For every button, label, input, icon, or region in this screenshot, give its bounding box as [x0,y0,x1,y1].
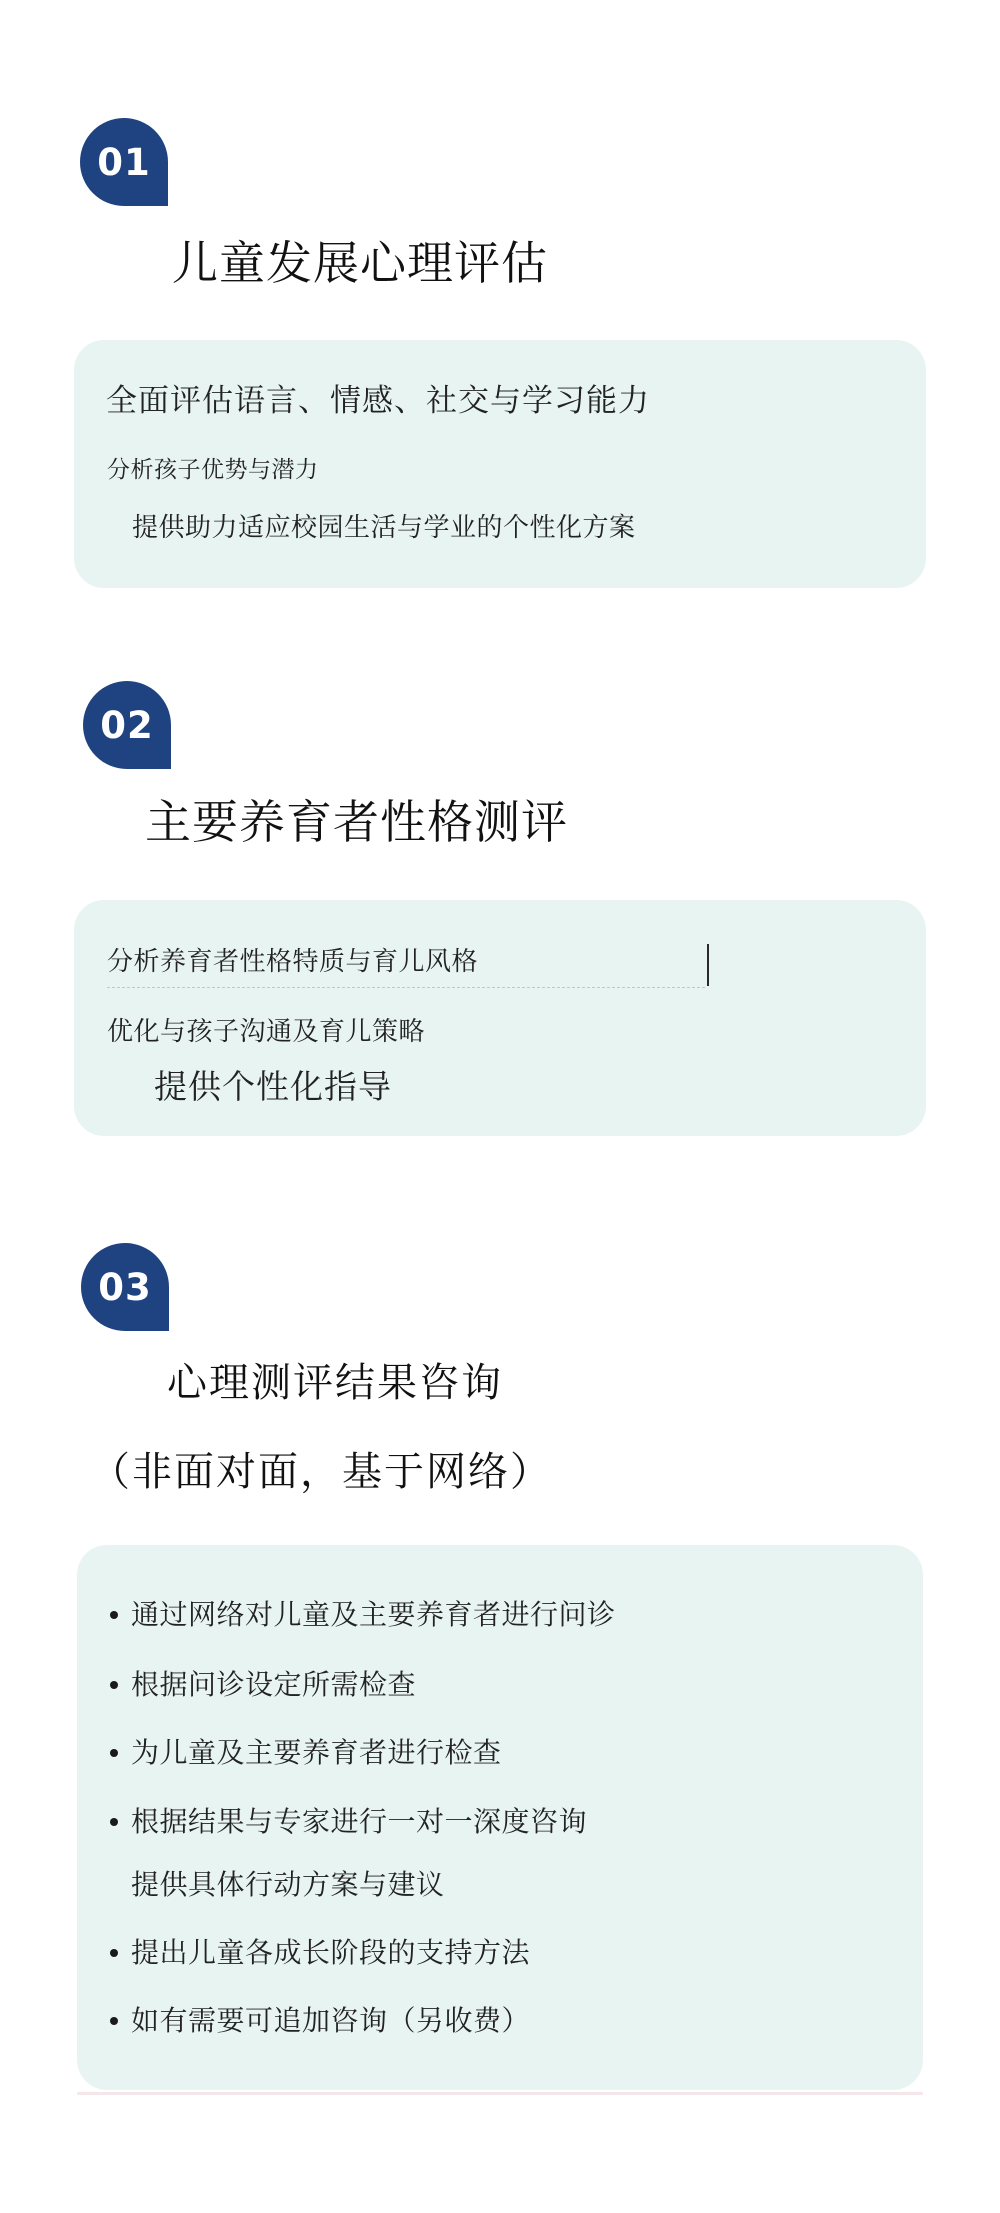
bullet-dot-icon [110,1749,118,1757]
card-line: 提供助力适应校园生活与学业的个性化方案 [132,513,636,542]
section-03-card [77,1545,923,2090]
section-03-badge-number: 03 [98,1265,152,1309]
section-01-badge [80,118,168,206]
bullet-text: 提供具体行动方案与建议 [131,1870,445,1901]
bullet-text: 为儿童及主要养育者进行检查 [131,1738,502,1769]
bullet-text: 根据结果与专家进行一对一深度咨询 [131,1807,588,1838]
card-line: 分析孩子优势与潜力 [107,457,319,482]
section-02-card [74,900,926,1136]
section-02-title: 主要养育者性格测评 [145,797,568,848]
section-01-card [74,340,926,588]
section-01-title: 儿童发展心理评估 [172,238,548,289]
section-02-badge-number: 02 [100,703,154,747]
bullet-text: 根据问诊设定所需检查 [131,1670,417,1701]
card-line: 优化与孩子沟通及育儿策略 [107,1017,426,1046]
bullet-text: 如有需要可追加咨询（另收费） [131,2006,531,2037]
divider-line [77,2092,923,2095]
section-02-badge [83,681,171,769]
card-line: 分析养育者性格特质与育儿风格 [107,947,479,976]
section-03-subtitle: （非面对面，基于网络） [90,1449,552,1494]
dotted-underline [107,987,705,988]
section-03-title: 心理测评结果咨询 [167,1360,503,1405]
bullet-text: 提出儿童各成长阶段的支持方法 [131,1938,531,1969]
section-03-badge [81,1243,169,1331]
card-line: 提供个性化指导 [154,1070,392,1106]
section-01-badge-number: 01 [97,140,151,184]
bullet-dot-icon [110,1818,118,1826]
bullet-text: 通过网络对儿童及主要养育者进行问诊 [131,1600,616,1631]
text-cursor [707,944,709,986]
bullet-dot-icon [110,2017,118,2025]
bullet-dot-icon [110,1681,118,1689]
bullet-dot-icon [110,1949,118,1957]
card-line: 全面评估语言、情感、社交与学习能力 [106,383,650,418]
bullet-dot-icon [110,1611,118,1619]
